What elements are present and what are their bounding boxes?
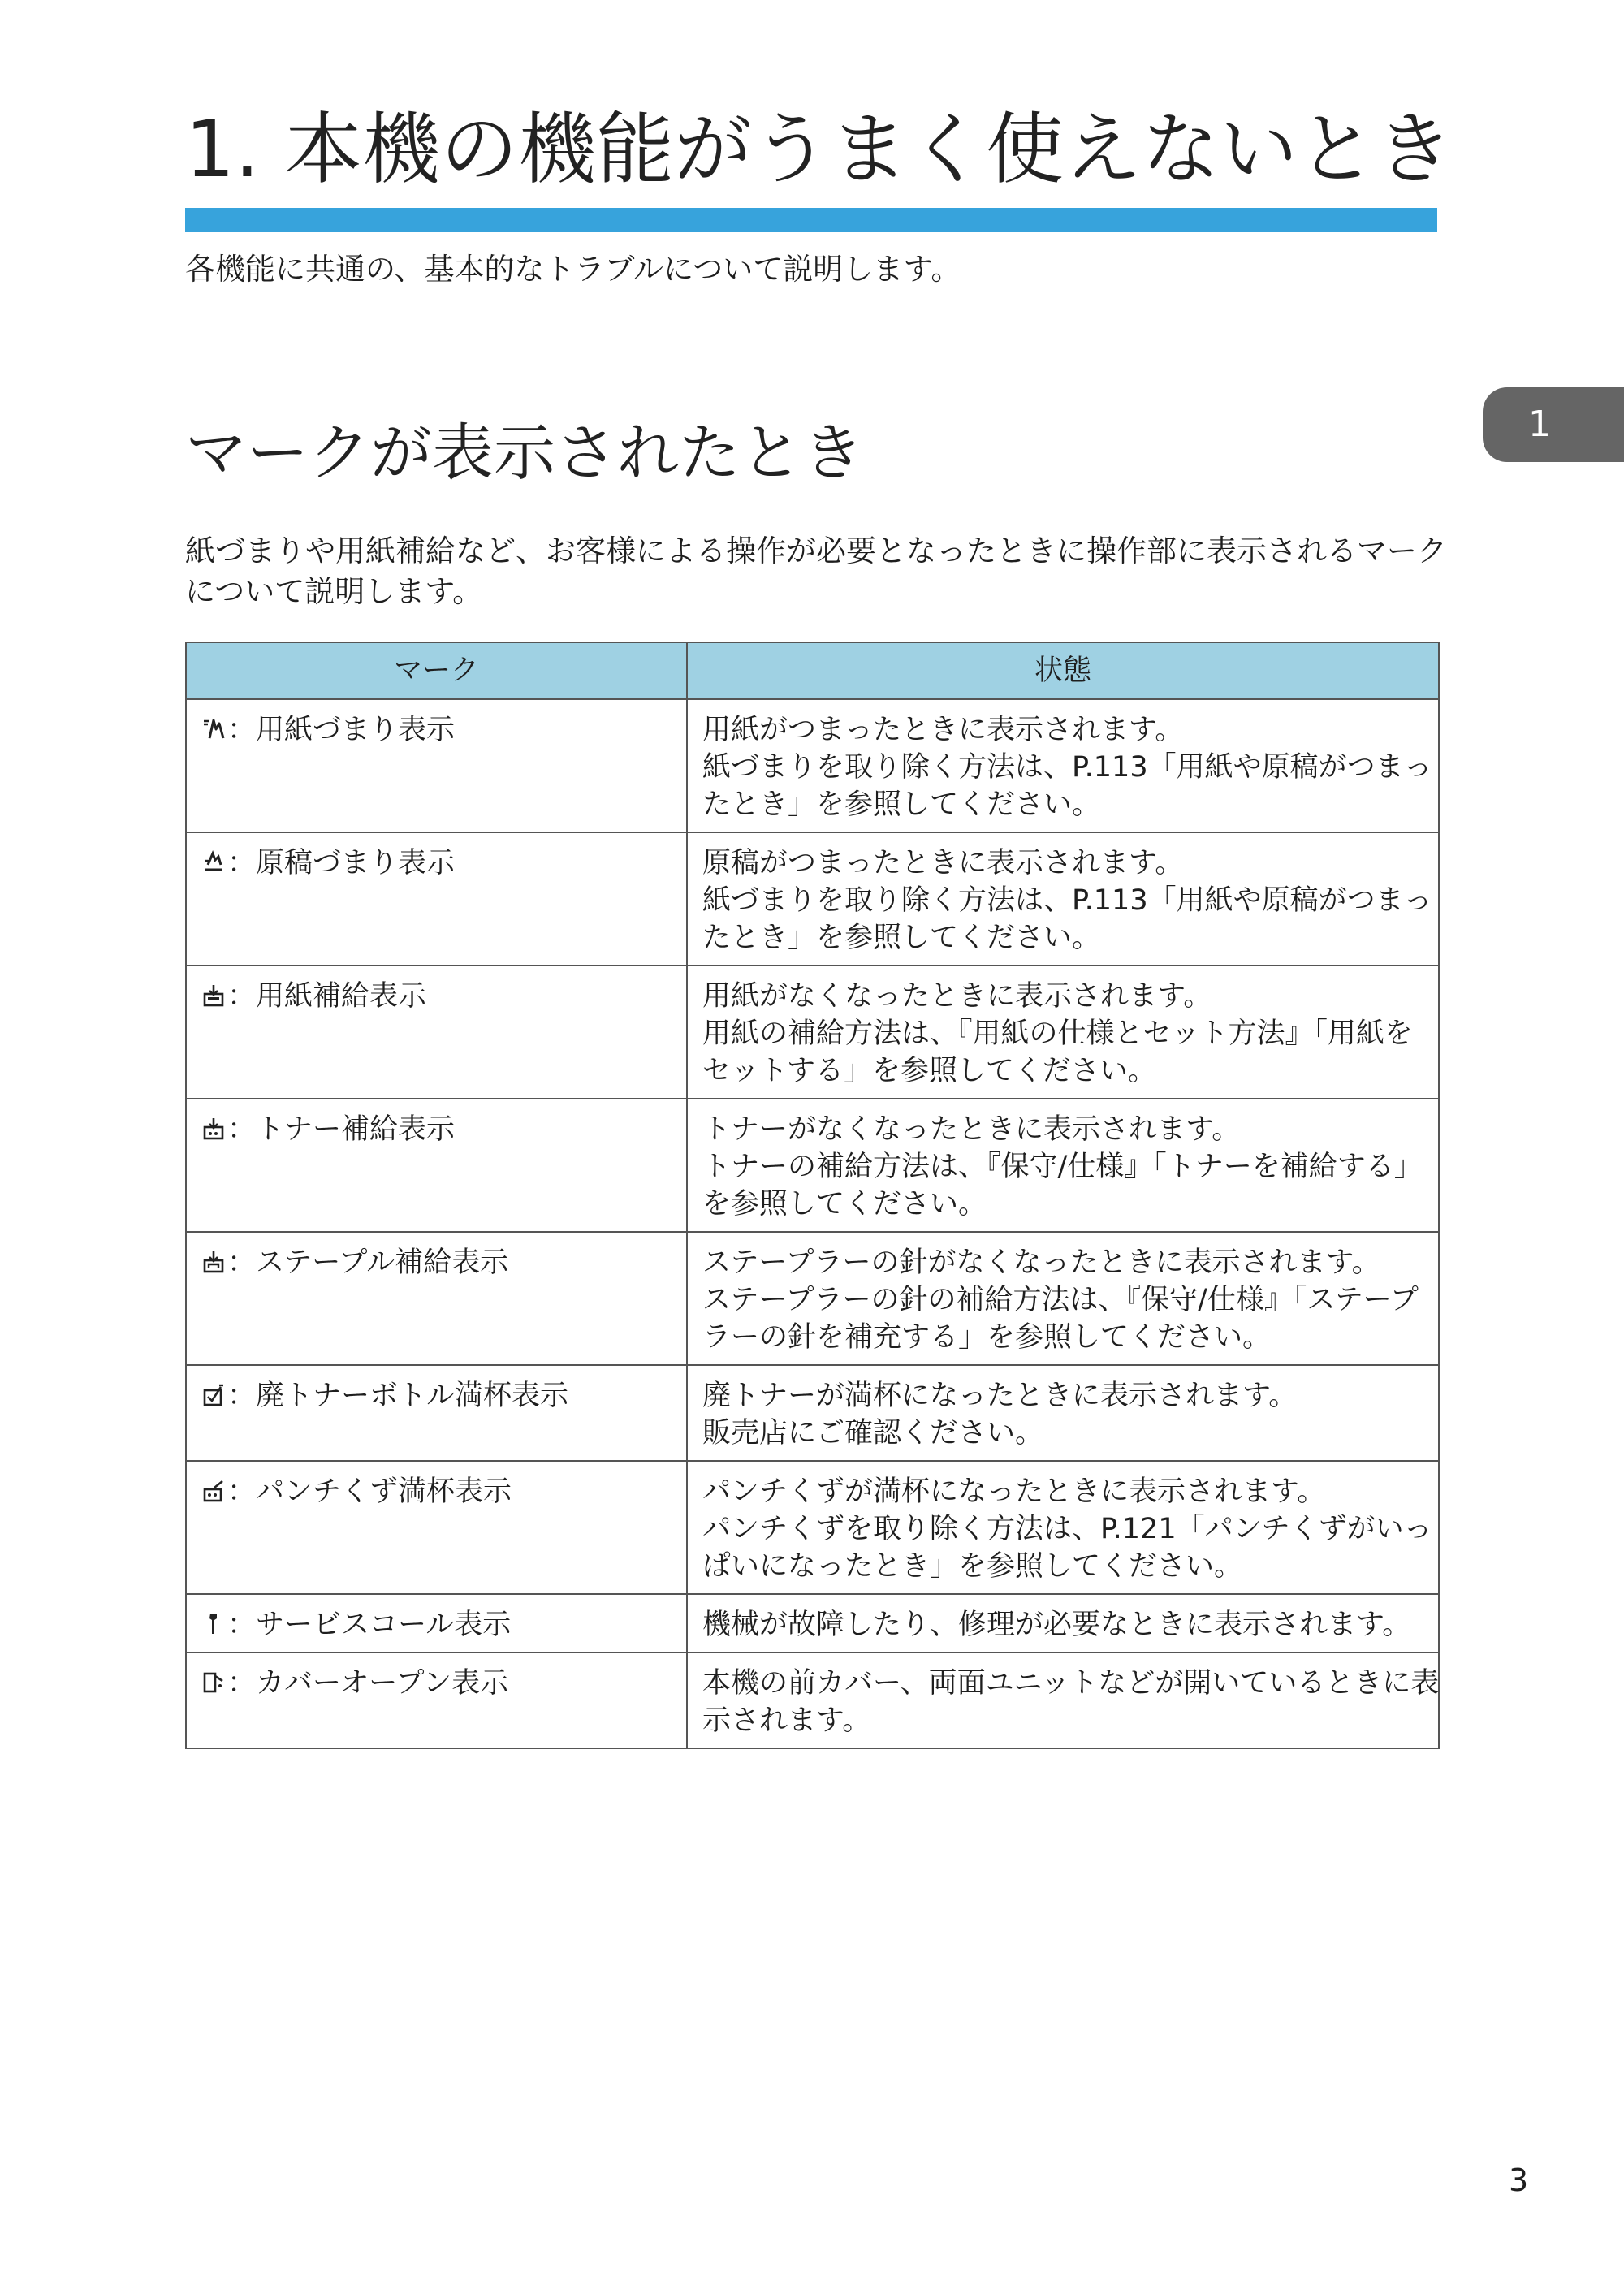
punch-waste-full-icon: [201, 1476, 226, 1502]
state-line: たとき」を参照してください。: [702, 788, 1101, 821]
title-underline-bar: [185, 208, 1437, 232]
table-row: [186, 699, 1439, 832]
mark-label: ：廃トナーボトル満杯表示: [227, 1380, 569, 1412]
marks-table: [185, 642, 1440, 1749]
mark-cell: [186, 832, 687, 966]
mark-label: ：ステープル補給表示: [227, 1246, 509, 1279]
state-cell: [687, 1594, 1439, 1652]
state-cell: [687, 966, 1439, 1099]
header-mark: マーク: [186, 642, 687, 699]
state-line: 廃トナーが満杯になったときに表示されます。: [702, 1380, 1298, 1412]
state-line: ステープラーの針の補給方法は、『保守/仕様』「ステープ: [702, 1284, 1419, 1316]
state-line: ステープラーの針がなくなったときに表示されます。: [702, 1246, 1380, 1279]
mark-label: ：用紙づまり表示: [227, 714, 456, 746]
state-cell: [687, 699, 1439, 832]
mark-cell: [186, 1099, 687, 1232]
table-row: [186, 1652, 1439, 1748]
table-row: [186, 832, 1439, 966]
mark-label: ：サービスコール表示: [227, 1609, 512, 1641]
state-line: セットする」を参照してください。: [702, 1055, 1156, 1087]
table-row: [186, 966, 1439, 1099]
waste-toner-full-icon: [201, 1380, 226, 1406]
state-line: 紙づまりを取り除く方法は、P.113「用紙や原稿がつまっ: [702, 751, 1432, 784]
table-row: [186, 1099, 1439, 1232]
state-cell: [687, 1232, 1439, 1365]
mark-label: ：原稿づまり表示: [227, 847, 456, 879]
state-line: 本機の前カバー、両面ユニットなどが開いているときに表: [702, 1667, 1440, 1700]
state-line: 原稿がつまったときに表示されます。: [702, 847, 1184, 879]
mark-cell: [186, 1594, 687, 1652]
mark-cell: [186, 699, 687, 832]
state-cell: [687, 1652, 1439, 1748]
section-description: 紙づまりや用紙補給など、お客様による操作が必要となったときに操作部に表示されるマークについて説明します。: [185, 534, 1447, 609]
state-line: トナーがなくなったときに表示されます。: [702, 1113, 1241, 1146]
mark-cell: [186, 1365, 687, 1461]
state-line: パンチくずを取り除く方法は、P.121「パンチくずがいっ: [702, 1513, 1432, 1545]
table-row: [186, 1232, 1439, 1365]
section-title: マークが表示されたとき: [185, 417, 864, 489]
state-line: トナーの補給方法は、『保守/仕様』「トナーを補給する」: [702, 1151, 1423, 1183]
add-paper-icon: [201, 981, 226, 1007]
state-line: 機械が故障したり、修理が必要なときに表示されます。: [702, 1609, 1411, 1641]
table-row: [186, 1365, 1439, 1461]
state-line: ぱいになったとき」を参照してください。: [702, 1550, 1243, 1583]
mark-label: ：パンチくず満杯表示: [227, 1475, 512, 1508]
table-header-row: [186, 642, 1439, 699]
state-line: 用紙がつまったときに表示されます。: [702, 714, 1184, 746]
mark-label: ：カバーオープン表示: [227, 1667, 509, 1700]
state-cell: [687, 1365, 1439, 1461]
mark-label: ：トナー補給表示: [227, 1113, 456, 1146]
original-jam-icon: [201, 848, 226, 874]
mark-cell: [186, 1461, 687, 1594]
chapter-title: 1. 本機の機能がうまく使えないとき: [185, 104, 1454, 195]
table-row: [186, 1594, 1439, 1652]
page-number: 3: [1509, 2162, 1529, 2198]
state-line: パンチくずが満杯になったときに表示されます。: [702, 1475, 1326, 1508]
paper-jam-icon: [201, 715, 226, 741]
state-line: 紙づまりを取り除く方法は、P.113「用紙や原稿がつまっ: [702, 884, 1432, 917]
mark-cell: [186, 1232, 687, 1365]
state-line: たとき」を参照してください。: [702, 922, 1101, 954]
cover-open-icon: [201, 1668, 226, 1694]
state-line: 販売店にご確認ください。: [702, 1417, 1044, 1449]
state-line: 用紙の補給方法は、『用紙の仕様とセット方法』「用紙を: [702, 1017, 1414, 1050]
chapter-tab: 1: [1483, 387, 1624, 462]
add-toner-icon: [201, 1114, 226, 1140]
mark-cell: [186, 1652, 687, 1748]
service-call-icon: [201, 1609, 226, 1635]
mark-label: ：用紙補給表示: [227, 980, 427, 1013]
state-cell: [687, 1099, 1439, 1232]
state-line: を参照してください。: [702, 1188, 987, 1220]
add-staple-icon: [201, 1247, 226, 1273]
state-line: 用紙がなくなったときに表示されます。: [702, 980, 1212, 1013]
state-line: ラーの針を補充する」を参照してください。: [702, 1321, 1272, 1354]
state-cell: [687, 1461, 1439, 1594]
mark-cell: [186, 966, 687, 1099]
table-row: [186, 1461, 1439, 1594]
state-line: 示されます。: [702, 1704, 871, 1737]
chapter-intro: 各機能に共通の、基本的なトラブルについて説明します。: [185, 252, 961, 287]
state-cell: [687, 832, 1439, 966]
header-state: 状態: [687, 642, 1439, 699]
